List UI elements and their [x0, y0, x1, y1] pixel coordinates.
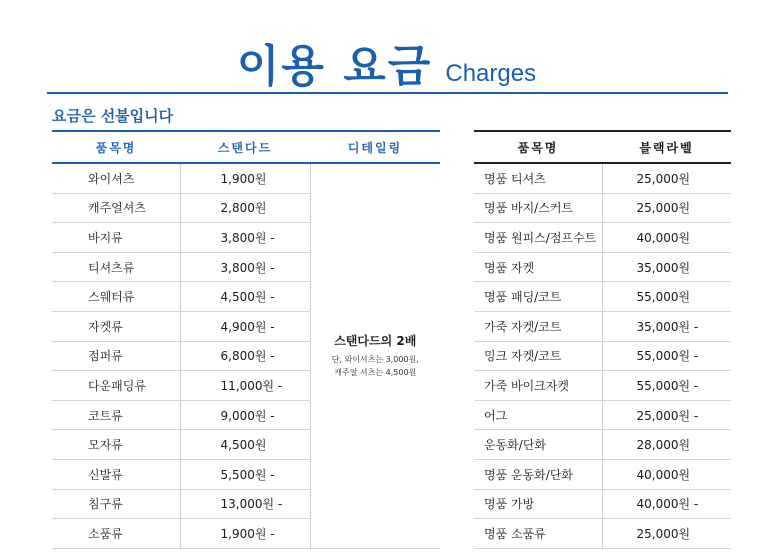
standard-price: 13,000원 -: [180, 489, 310, 519]
table-row: [474, 163, 731, 193]
detailing-main-text: 스탠다드의 2배: [334, 334, 417, 349]
item-name: 자켓류: [52, 311, 180, 341]
black-label-price: 40,000원: [602, 223, 731, 253]
standard-price: 5,500원 -: [180, 459, 310, 489]
black-label-price: 40,000원: [602, 459, 731, 489]
item-name: 스웨터류: [52, 282, 180, 312]
item-name: 바지류: [52, 223, 180, 253]
table-row: [474, 371, 731, 401]
item-name: 밍크 자켓/코트: [474, 341, 602, 371]
item-name: 점퍼류: [52, 341, 180, 371]
item-name: 소품류: [52, 519, 180, 549]
black-label-price: 40,000원 -: [602, 489, 731, 519]
table-row: [52, 163, 440, 193]
detailing-price-cell: [310, 163, 440, 548]
black-label-price: 35,000원 -: [602, 311, 731, 341]
item-name: 명품 패딩/코트: [474, 282, 602, 312]
item-name: 가죽 자켓/코트: [474, 311, 602, 341]
standard-table-header: [52, 131, 440, 163]
item-name: 명품 운동화/단화: [474, 459, 602, 489]
header-item-name: 품목명: [52, 131, 180, 163]
item-name: 와이셔츠: [52, 163, 180, 193]
table-row: [474, 193, 731, 223]
standard-price: 2,800원: [180, 193, 310, 223]
item-name: 모자류: [52, 430, 180, 460]
header-standard: 스탠다드: [180, 131, 310, 163]
table-row: [474, 252, 731, 282]
standard-price: 4,500원 -: [180, 282, 310, 312]
black-label-price: 28,000원: [602, 430, 731, 460]
standard-price: 1,900원: [180, 163, 310, 193]
standard-price: 3,800원 -: [180, 223, 310, 253]
black-label-table-header: [474, 131, 731, 163]
prepaid-notice: 요금은 선불입니다: [52, 107, 174, 125]
standard-price: 3,800원 -: [180, 252, 310, 282]
item-name: 명품 원피스/점프수트: [474, 223, 602, 253]
standard-price: 9,000원 -: [180, 400, 310, 430]
standard-price: 4,900원 -: [180, 311, 310, 341]
standard-price: 6,800원 -: [180, 341, 310, 371]
black-label-price: 25,000원: [602, 163, 731, 193]
header-detailing: 디테일링: [310, 131, 440, 163]
black-label-price-table: [474, 130, 731, 549]
standard-price: 1,900원 -: [180, 519, 310, 549]
header-item-name: 품목명: [474, 131, 602, 163]
item-name: 명품 바지/스커트: [474, 193, 602, 223]
standard-price: 4,500원: [180, 430, 310, 460]
table-row: [474, 519, 731, 549]
item-name: 명품 자켓: [474, 252, 602, 282]
title-divider: [47, 92, 728, 94]
table-row: [474, 311, 731, 341]
black-label-price: 55,000원: [602, 282, 731, 312]
table-row: [474, 223, 731, 253]
item-name: 명품 티셔츠: [474, 163, 602, 193]
item-name: 침구류: [52, 489, 180, 519]
table-row: [474, 430, 731, 460]
item-name: 코트류: [52, 400, 180, 430]
table-row: [474, 282, 731, 312]
black-label-price: 35,000원: [602, 252, 731, 282]
table-row: [474, 489, 731, 519]
black-label-price: 55,000원 -: [602, 341, 731, 371]
detailing-note-line2: 캐주얼 셔츠는 4,500원: [334, 368, 417, 378]
table-row: [474, 341, 731, 371]
title-korean: 이용 요금: [236, 41, 433, 92]
black-label-price: 25,000원 -: [602, 400, 731, 430]
title-english: Charges: [445, 60, 537, 87]
table-row: [474, 400, 731, 430]
item-name: 가죽 바이크자켓: [474, 371, 602, 401]
black-label-price: 25,000원: [602, 193, 731, 223]
page-title: [0, 30, 773, 94]
black-label-price: 55,000원 -: [602, 371, 731, 401]
item-name: 캐주얼셔츠: [52, 193, 180, 223]
black-label-price: 25,000원: [602, 519, 731, 549]
item-name: 명품 가방: [474, 489, 602, 519]
standard-price: 11,000원 -: [180, 371, 310, 401]
standard-price-table: [52, 130, 440, 549]
item-name: 신발류: [52, 459, 180, 489]
header-black-label: 블랙라벨: [602, 131, 731, 163]
item-name: 다운패딩류: [52, 371, 180, 401]
item-name: 운동화/단화: [474, 430, 602, 460]
detailing-note-line1: 단, 와이셔츠는 3,000원,: [331, 355, 419, 365]
item-name: 명품 소품류: [474, 519, 602, 549]
item-name: 어그: [474, 400, 602, 430]
table-row: [474, 459, 731, 489]
item-name: 티셔츠류: [52, 252, 180, 282]
